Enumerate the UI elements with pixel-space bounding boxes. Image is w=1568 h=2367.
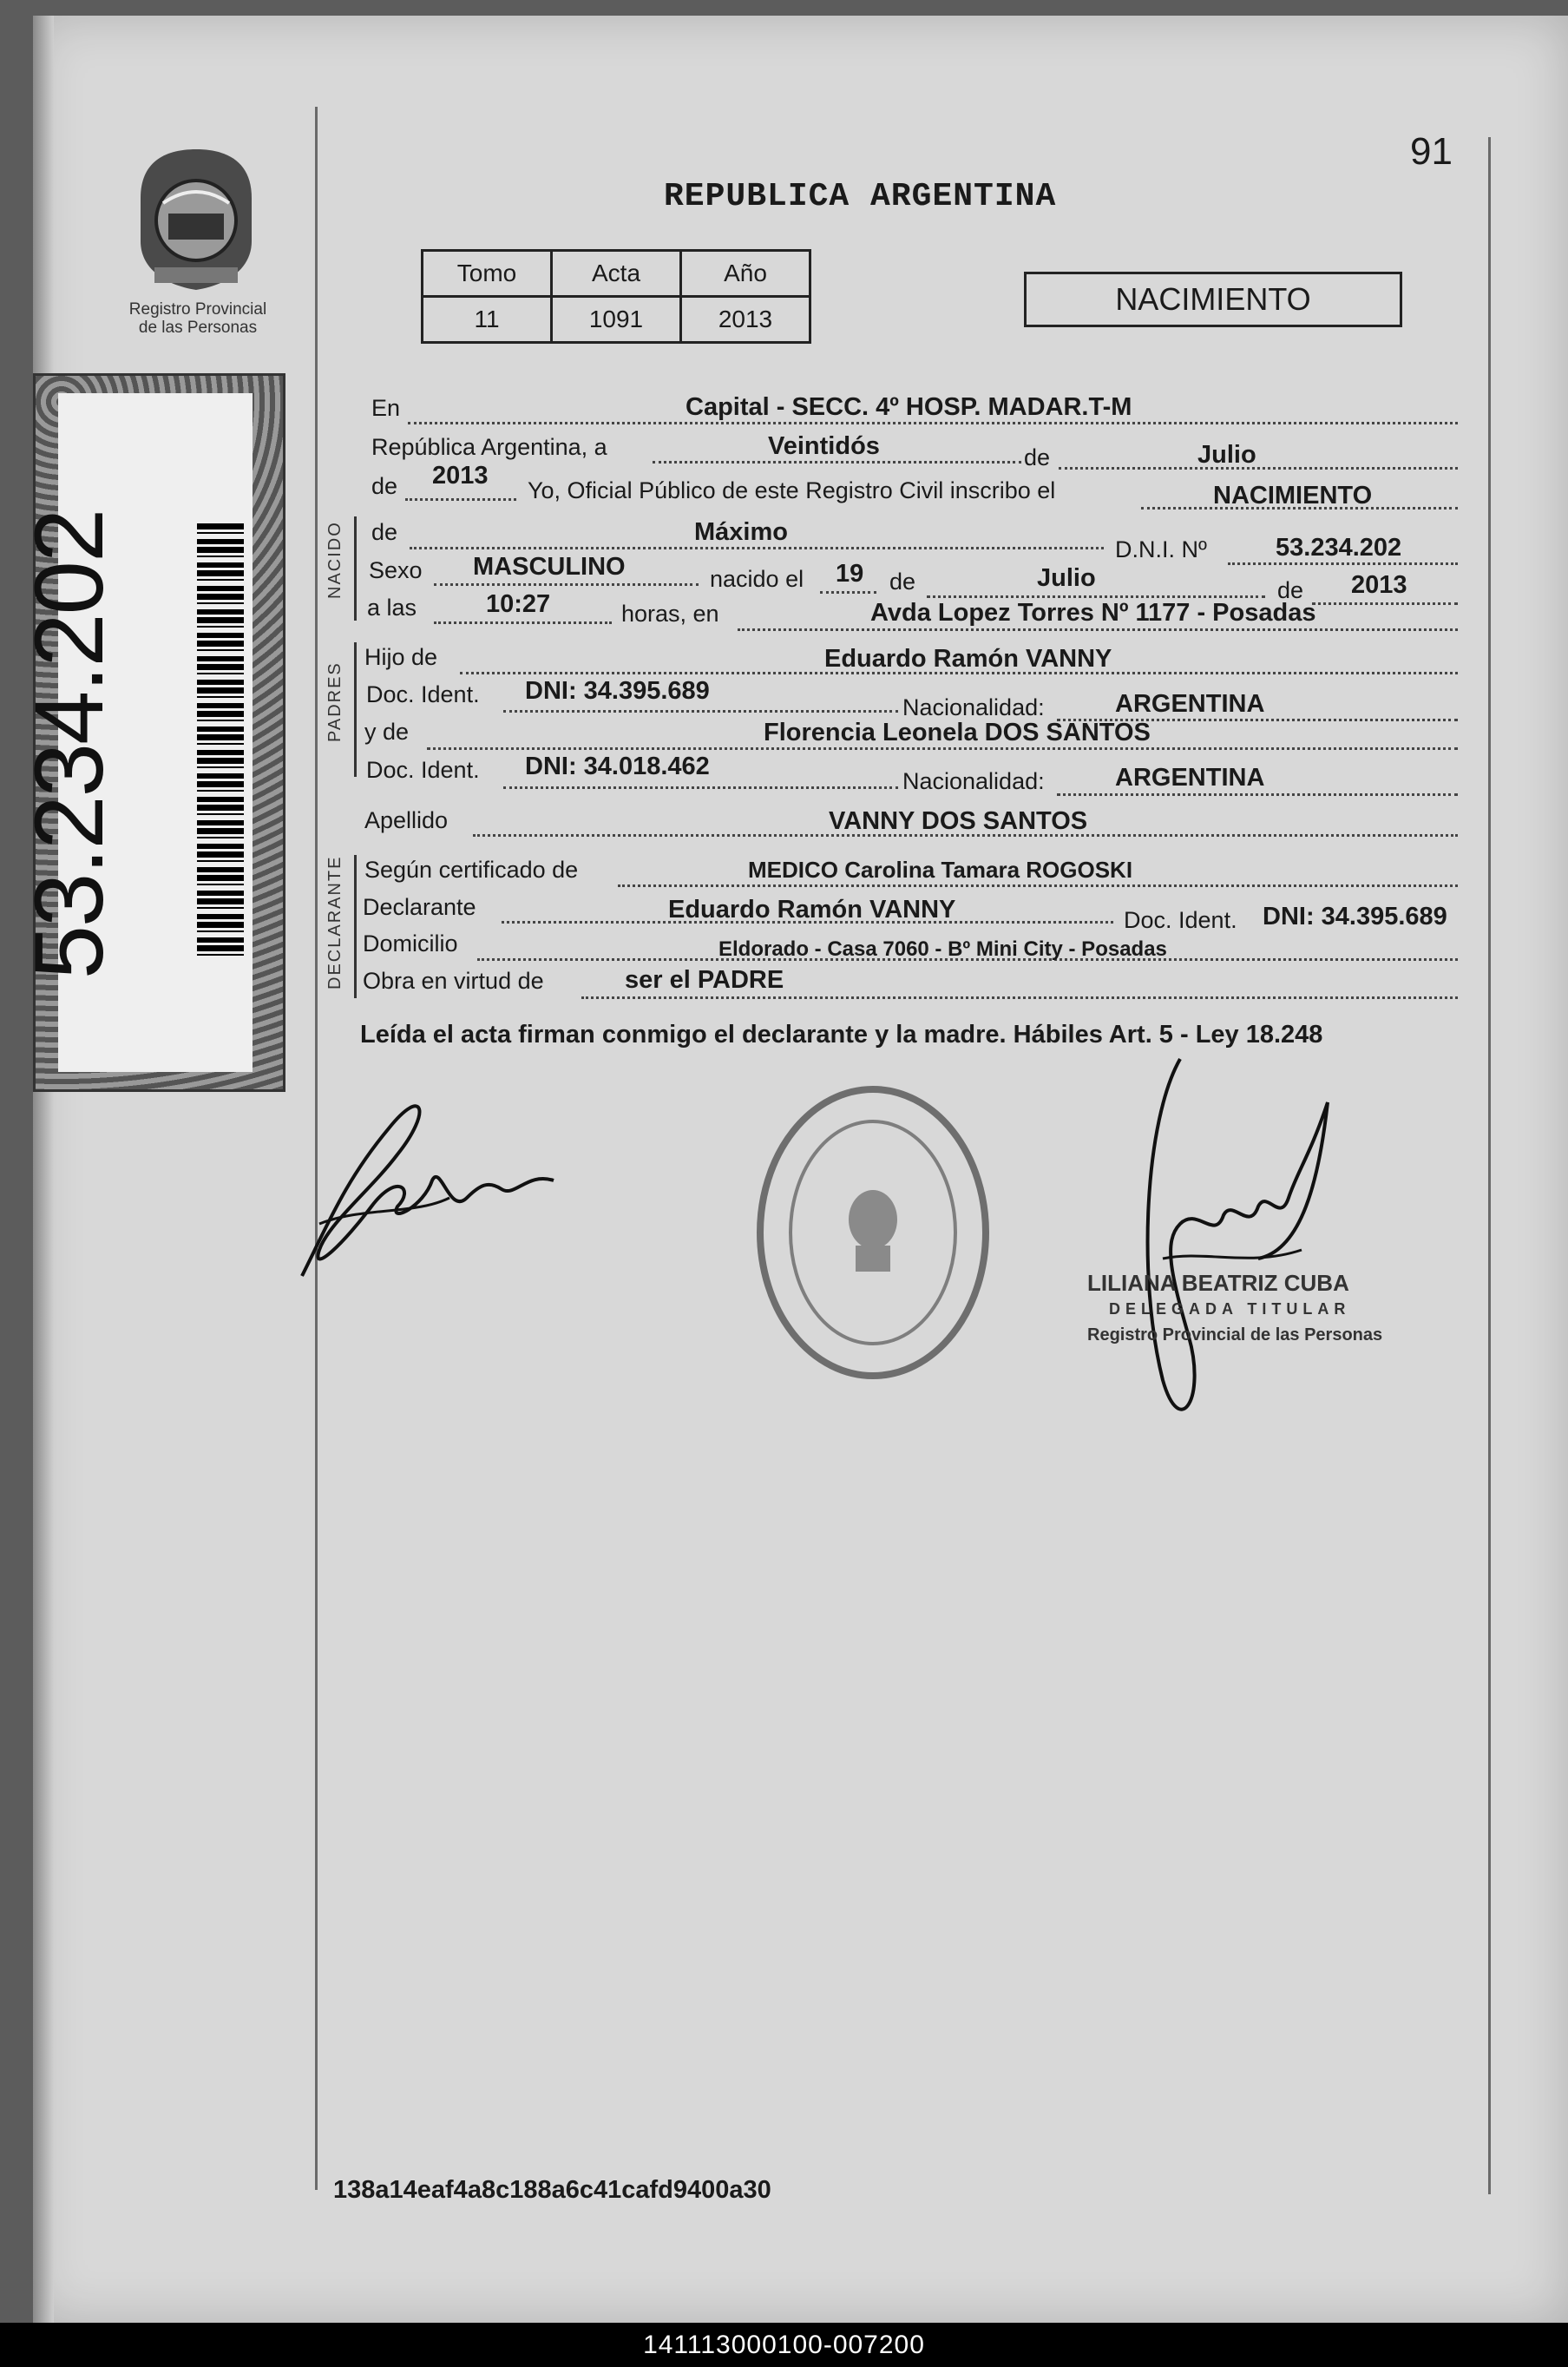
official-signature-block [1087,1270,1382,1348]
closing-note: Leída el acta firman conmigo el declarante y la madre. Hábiles Art. 5 - Ley 18.248 [360,1021,1323,1049]
footer-code: 141113000100-007200 [643,2330,925,2359]
label-domicilio: Domicilio [363,930,458,957]
value-dni: 53.234.202 [1276,534,1402,562]
value-apellido: VANNY DOS SANTOS [829,807,1088,835]
document-type-box: NACIMIENTO [1024,272,1402,327]
value-obra-en-virtud: ser el PADRE [625,966,784,994]
label-obra-en-virtud: Obra en virtud de [363,968,544,994]
registry-header-tomo: Tomo [423,251,552,297]
value-mes-nac: Julio [1037,564,1096,592]
page-number: 91 [1410,130,1453,173]
official-office: Registro Provincial de las Personas [1087,1325,1383,1345]
registry-caption [102,300,293,337]
right-margin-rule [1488,137,1491,2194]
value-padre-nacionalidad: ARGENTINA [1115,690,1265,718]
value-lugar: Capital - SECC. 4º HOSP. MADAR.T-M [686,393,1132,421]
label-doc-ident-madre: Doc. Ident. [366,757,480,783]
label-de-mes: de [1024,444,1051,470]
barcode-label-inner [15,393,253,1072]
value-ano-nac: 2013 [1351,571,1407,599]
barcode-label [15,373,285,1092]
registry-table-header-row [423,251,810,297]
label-apellido: Apellido [364,807,449,833]
official-signature [1128,1050,1354,1432]
label-nacionalidad-madre: Nacionalidad: [902,768,1045,794]
document-title: REPUBLICA ARGENTINA [664,178,1057,215]
value-lugar-nac: Avda Lopez Torres Nº 1177 - Posadas [870,599,1316,627]
label-yo-oficial: Yo, Oficial Público de este Registro Civil inscribo el [528,477,1056,503]
label-de-mes-nac: de [889,569,916,595]
value-padre-doc: DNI: 34.395.689 [525,677,710,705]
registry-header-acta: Acta [552,251,681,297]
value-padre: Eduardo Ramón VANNY [824,645,1112,673]
registry-caption-line2: de las Personas [138,319,258,337]
value-nombre: Máximo [694,518,788,546]
registry-table [421,249,811,344]
value-dia: Veintidós [768,432,880,460]
dotted-line [927,573,1265,598]
label-dni: D.N.I. Nº [1115,536,1207,562]
section-bar-declarante [354,855,357,998]
value-dia-nac: 19 [836,560,864,588]
registry-value-tomo: 11 [423,297,552,343]
value-tipo-inscripcion: NACIMIENTO [1213,482,1373,510]
province-crest-icon [128,146,264,292]
section-label-nacido: NACIDO [325,521,344,599]
barcode-number: 53.234.202 [15,510,123,980]
label-declarante: Declarante [363,894,476,920]
label-republica: República Argentina, a [371,434,607,460]
label-nacido-el: nacido el [710,566,804,592]
registry-table-value-row [423,297,810,343]
label-segun-certificado: Según certificado de [364,857,579,883]
label-nacionalidad-padre: Nacionalidad: [902,694,1045,720]
value-declarante-doc: DNI: 34.395.689 [1263,903,1447,930]
value-declarante: Eduardo Ramón VANNY [668,896,956,924]
label-doc-ident-padre: Doc. Ident. [366,681,480,707]
value-hora: 10:27 [486,590,551,618]
registry-value-acta: 1091 [552,297,681,343]
official-stamp [751,1081,994,1384]
footer-strip [0,2323,1568,2367]
registry-caption-line1: Registro Provincial [128,300,267,319]
registry-header-ano: Año [681,251,810,297]
value-madre-nacionalidad: ARGENTINA [1115,764,1265,792]
label-de-ano: de [371,473,398,499]
label-sexo: Sexo [369,557,423,583]
official-role: DELEGADA TITULAR [1109,1300,1351,1318]
dotted-line [1059,444,1458,470]
value-mes: Julio [1197,441,1256,469]
section-bar-nacido [354,516,357,621]
value-domicilio: Eldorado - Casa 7060 - Bº Mini City - Posadas [718,937,1167,961]
value-certificado: MEDICO Carolina Tamara ROGOSKI [748,857,1133,883]
page-fold [33,16,54,2323]
label-de-ano-nac: de [1277,577,1304,603]
section-bar-padres [354,642,357,777]
value-sexo: MASCULINO [473,553,626,581]
section-label-padres: PADRES [325,661,344,742]
document-hash: 138a14eaf4a8c188a6c41cafd9400a30 [333,2176,771,2204]
label-a-las: a las [367,595,417,621]
label-en: En [371,395,401,421]
registry-value-ano: 2013 [681,297,810,343]
label-hijo-de: Hijo de [364,644,438,670]
label-de-nombre: de [371,519,398,545]
value-madre-doc: DNI: 34.018.462 [525,753,710,780]
declarant-signature [293,1076,562,1285]
label-y-de: y de [364,719,410,745]
barcode-bars [197,523,244,957]
value-madre: Florencia Leonela DOS SANTOS [764,719,1151,746]
official-name: LILIANA BEATRIZ CUBA [1087,1270,1349,1296]
value-ano: 2013 [432,462,489,490]
label-doc-ident-declarante: Doc. Ident. [1124,907,1237,933]
label-horas-en: horas, en [621,601,719,627]
section-label-declarante: DECLARANTE [325,855,344,990]
